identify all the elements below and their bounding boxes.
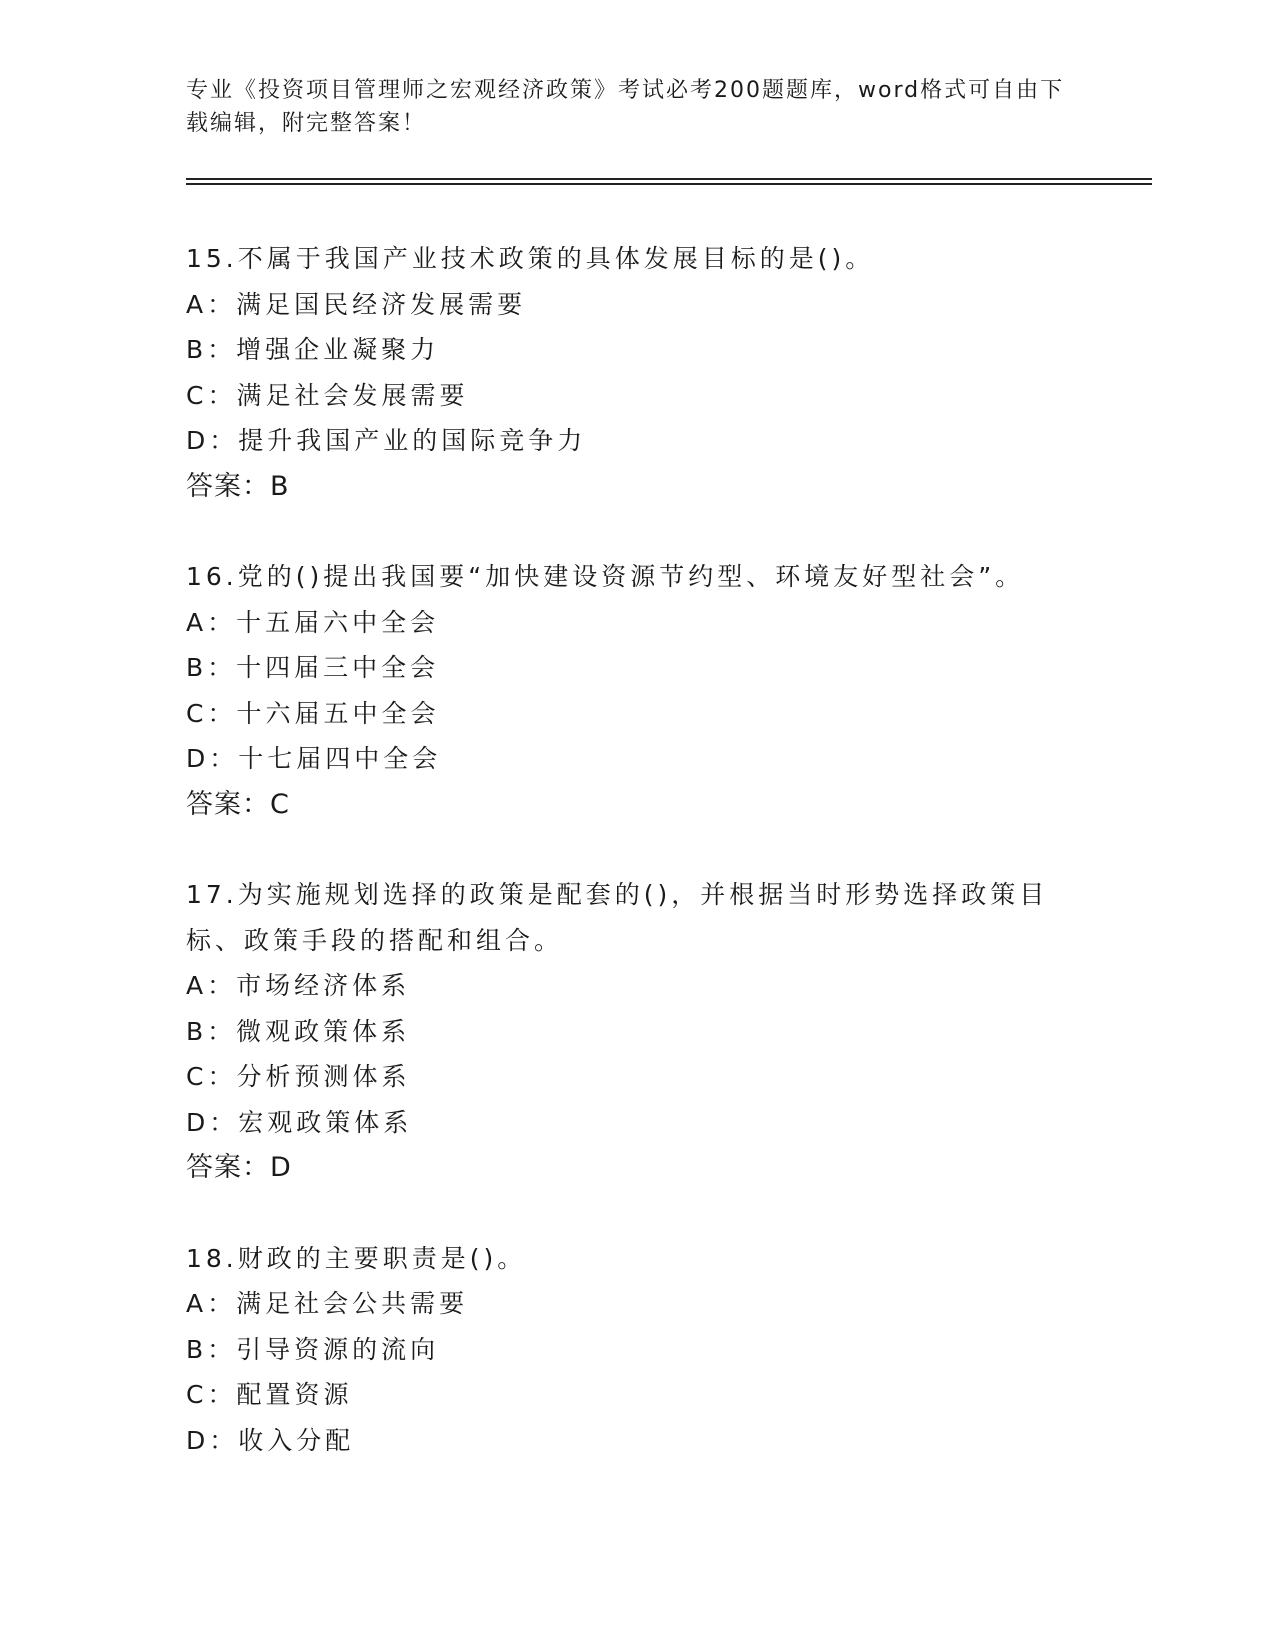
question-stem: 18.财政的主要职责是()。 <box>186 1243 527 1273</box>
question-list <box>186 236 1086 1508</box>
option-c: C：满足社会发展需要 <box>186 380 469 410</box>
header-divider-bottom <box>186 183 1152 185</box>
option-b: B：增强企业凝聚力 <box>186 335 440 364</box>
option-d: D：十七届四中全会 <box>186 744 442 773</box>
question-18 <box>186 1236 1086 1464</box>
question-stem: 15.不属于我国产业技术政策的具体发展目标的是()。 <box>186 244 875 273</box>
option-b: B：微观政策体系 <box>186 1016 411 1046</box>
question-17 <box>186 872 1086 1191</box>
option-a: A：满足社会公共需要 <box>186 1289 469 1318</box>
answer-text: 答案：B <box>186 470 290 502</box>
option-d: D：收入分配 <box>186 1425 355 1455</box>
option-c: C：分析预测体系 <box>186 1062 411 1091</box>
option-a: A：满足国民经济发展需要 <box>186 289 527 319</box>
option-a: A：市场经济体系 <box>186 971 411 1000</box>
question-stem: 17.为实施规划选择的政策是配套的()，并根据当时形势选择政策目标、政策手段的搭配和组合。 <box>186 880 1049 955</box>
option-c: C：十六届五中全会 <box>186 698 440 728</box>
option-a: A：十五届六中全会 <box>186 607 440 637</box>
option-d: D：提升我国产业的国际竞争力 <box>186 426 587 455</box>
question-16 <box>186 554 1086 827</box>
question-15 <box>186 236 1086 509</box>
option-c: C：配置资源 <box>186 1380 353 1409</box>
answer-text: 答案：C <box>186 788 290 820</box>
header-divider-top <box>186 178 1152 180</box>
answer-text: 答案：D <box>186 1152 292 1183</box>
option-b: B：十四届三中全会 <box>186 653 440 682</box>
option-d: D：宏观政策体系 <box>186 1107 413 1137</box>
question-stem: 16.党的()提出我国要“加快建设资源节约型、环境友好型社会”。 <box>186 562 1025 591</box>
document-header: 专业《投资项目管理师之宏观经济政策》考试必考200题题库，word格式可自由下载编辑，附完整答案！ <box>186 78 1065 136</box>
option-b: B：引导资源的流向 <box>186 1334 440 1364</box>
